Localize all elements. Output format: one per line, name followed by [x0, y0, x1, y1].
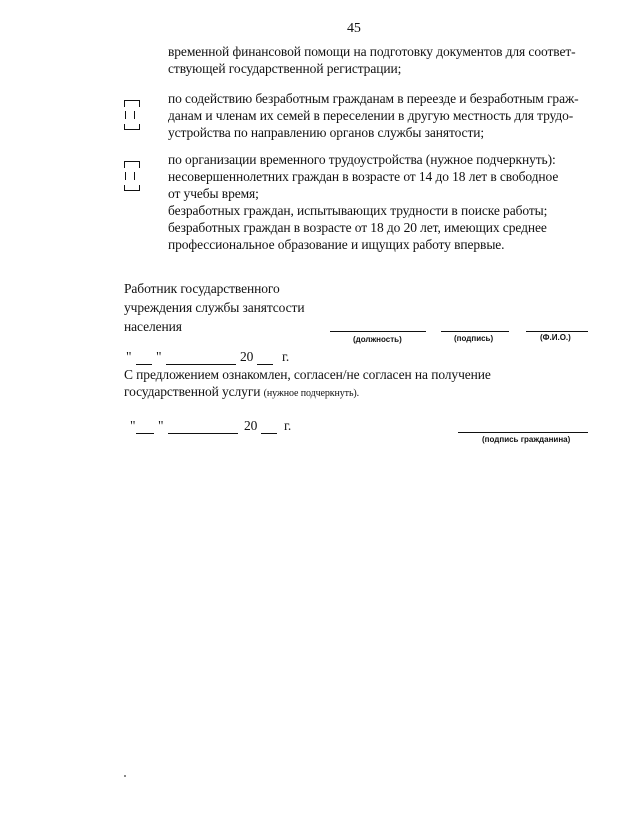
citizen-signature-line[interactable]: [458, 432, 588, 433]
caption-name: (Ф.И.О.): [540, 333, 571, 342]
block3-line-3: от учебы время;: [168, 186, 259, 201]
date1-year-prefix: 20: [240, 349, 254, 364]
block1-line-2: ствующей государственной регистрации;: [168, 61, 402, 76]
block2-line-3: устройства по направлению органов службы занятости;: [168, 125, 485, 140]
consent-service: государственной услуги: [124, 384, 261, 399]
caption-citizen-signature: (подпись гражданина): [482, 435, 571, 444]
date1-quote-open: ": [126, 349, 132, 364]
worker-line-1: Работник государственного: [124, 281, 280, 296]
block3-line-4: безработных граждан, испытывающих трудности в поиске работы;: [168, 203, 548, 218]
worker-line-2: учреждения службы занятсости: [124, 300, 305, 315]
date1-year-line[interactable]: [257, 364, 273, 365]
consent-line-1: С предложением ознакомлен, согласен/не согласен на получение: [124, 367, 491, 382]
block3-line-5: безработных граждан в возрасте от 18 до 20 лет, имеющих среднее: [168, 220, 547, 235]
date2-month-line[interactable]: [168, 433, 238, 434]
checkbox-temporary-employment[interactable]: [124, 161, 138, 191]
block3-line-1: по организации временного трудоустройства (нужное подчеркнуть):: [168, 152, 556, 167]
scan-speck: [124, 775, 126, 777]
signature-line[interactable]: [441, 331, 509, 332]
position-signature-line[interactable]: [330, 331, 426, 332]
block2-line-2: данам и членам их семей в переселении в другую местность для трудо-: [168, 108, 574, 123]
block3-line-6: профессиональное образование и ищущих работу впервые.: [168, 237, 505, 252]
consent-line-2: [124, 383, 359, 403]
date1-quote-close: ": [156, 349, 162, 364]
date1-day-line[interactable]: [136, 364, 152, 365]
date1-month-line[interactable]: [166, 364, 236, 365]
consent-note: (нужное подчеркнуть).: [263, 388, 360, 399]
caption-signature: (подпись): [454, 334, 494, 343]
worker-line-3: населения: [124, 319, 182, 334]
name-signature-line[interactable]: [526, 331, 588, 332]
date2-year-prefix: 20: [244, 418, 258, 433]
block3-line-2: несовершеннолетних граждан в возрасте от 14 до 18 лет в свободное: [168, 169, 559, 184]
date2-day-line[interactable]: [136, 433, 154, 434]
date2-year-suffix: г.: [284, 418, 292, 433]
date1-year-suffix: г.: [282, 349, 290, 364]
checkbox-relocation[interactable]: [124, 100, 138, 130]
block2-line-1: по содействию безработным гражданам в переезде и безработным граж-: [168, 91, 579, 106]
date2-quote-open: ": [130, 418, 136, 433]
caption-position: (должность): [353, 335, 402, 344]
page-number: 45: [347, 21, 361, 36]
block1-line-1: временной финансовой помощи на подготовку документов для соответ-: [168, 44, 576, 59]
date2-quote-close: ": [158, 418, 164, 433]
date2-year-line[interactable]: [261, 433, 277, 434]
